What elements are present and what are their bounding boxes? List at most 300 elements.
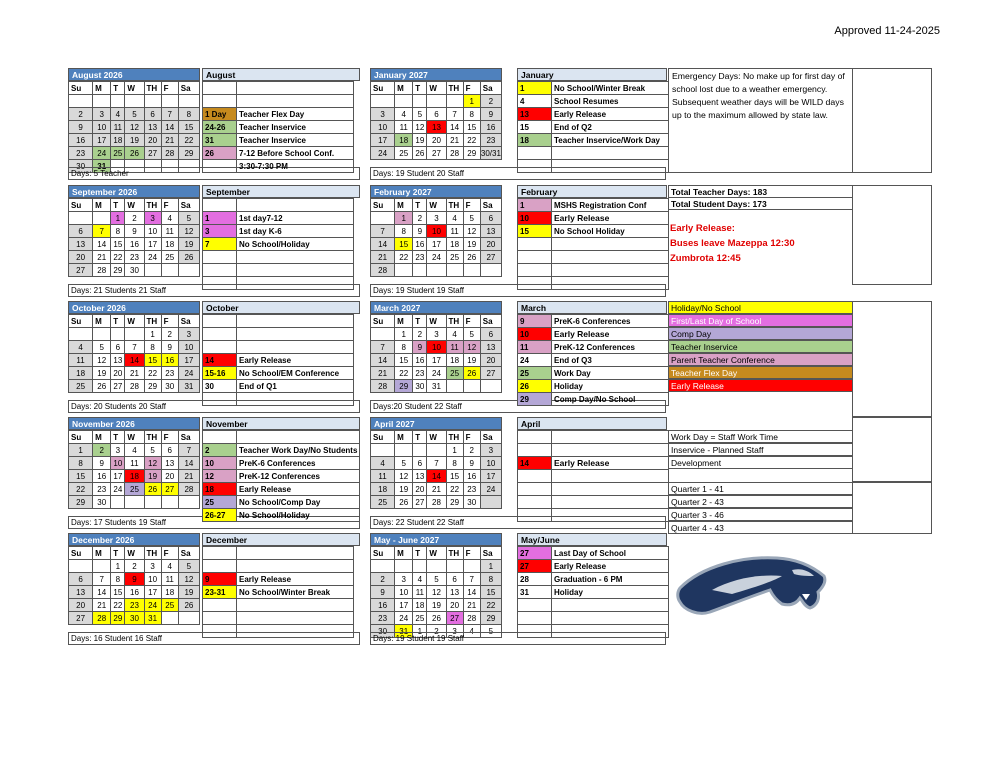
day-of-week-header: Sa (178, 547, 199, 560)
day-cell: 24 (395, 612, 413, 625)
day-of-week-header: M (93, 82, 111, 95)
day-cell: 25 (69, 380, 93, 393)
event-date: 1 Day (203, 108, 237, 121)
legend-item: First/Last Day of School (668, 314, 853, 327)
day-cell: 4 (161, 560, 178, 573)
day-cell: 9 (161, 341, 178, 354)
day-cell: 22 (395, 367, 413, 380)
day-cell: 8 (178, 108, 199, 121)
month-calendar (370, 81, 502, 160)
event-row (203, 147, 354, 160)
day-cell: 17 (480, 470, 501, 483)
quarter-line: Quarter 1 - 41 (668, 482, 853, 495)
day-cell: 4 (371, 457, 395, 470)
day-cell: 30 (413, 380, 427, 393)
event-row (518, 147, 669, 160)
day-cell: 6 (144, 108, 161, 121)
day-cell: 20 (446, 599, 463, 612)
day-of-week-header: Sa (178, 199, 199, 212)
day-cell: 29 (111, 264, 125, 277)
month-events-title: January (517, 68, 667, 81)
day-cell: 26 (413, 147, 427, 160)
event-row (203, 82, 354, 95)
day-cell: 6 (480, 328, 501, 341)
day-of-week-header: T (111, 82, 125, 95)
day-cell: 5 (480, 625, 501, 638)
day-cell: 10 (111, 457, 125, 470)
day-cell: 21 (161, 134, 178, 147)
day-cell: 31 (178, 380, 199, 393)
event-date (518, 444, 552, 457)
day-of-week-header: M (93, 315, 111, 328)
event-desc: Early Release (237, 573, 354, 586)
day-cell: 9 (413, 341, 427, 354)
right-margin-cell (852, 301, 932, 417)
day-cell: 8 (480, 573, 501, 586)
event-desc: Early Release (552, 212, 669, 225)
event-date: 25 (518, 367, 552, 380)
event-desc (552, 277, 669, 290)
day-cell: 9 (125, 225, 144, 238)
day-cell: 16 (69, 134, 93, 147)
event-desc: Teacher Inservice (237, 134, 354, 147)
day-cell: 4 (413, 573, 427, 586)
day-cell: 20 (480, 354, 501, 367)
event-desc (237, 277, 354, 290)
day-cell: 19 (427, 599, 446, 612)
day-of-week-header: Su (371, 315, 395, 328)
month-footer: Days: 21 Students 21 Staff (68, 284, 360, 297)
event-date (518, 264, 552, 277)
day-cell: 26 (463, 251, 480, 264)
event-date (518, 238, 552, 251)
event-desc (552, 625, 669, 638)
event-desc: Early Release (552, 457, 669, 470)
early-release-line1: Buses leave Mazeppa 12:30 (670, 238, 795, 249)
day-of-week-header: T (413, 547, 427, 560)
event-date: 23-31 (203, 586, 237, 599)
month-footer: Days: 19 Student 19 Staff (370, 632, 666, 645)
total-teacher-days: Total Teacher Days: 183 (668, 185, 853, 198)
day-cell: 30 (93, 496, 111, 509)
day-cell: 7 (371, 225, 395, 238)
day-of-week-header: F (463, 82, 480, 95)
day-of-week-header: F (161, 199, 178, 212)
event-desc (237, 560, 354, 573)
event-row (203, 560, 354, 573)
day-of-week-header: TH (144, 315, 161, 328)
event-date: 14 (518, 457, 552, 470)
event-row (203, 264, 354, 277)
day-cell: 4 (125, 444, 144, 457)
day-cell: 10 (371, 121, 395, 134)
day-cell: 17 (93, 134, 111, 147)
day-of-week-header: Su (371, 82, 395, 95)
event-row (518, 625, 669, 638)
day-cell: 13 (111, 354, 125, 367)
day-cell: 14 (371, 354, 395, 367)
day-cell (413, 444, 427, 457)
event-date: 24-26 (203, 121, 237, 134)
day-cell (413, 264, 427, 277)
day-cell: 28 (93, 264, 111, 277)
day-cell: 10 (93, 121, 111, 134)
month-events-title: April (517, 417, 667, 430)
event-date (203, 612, 237, 625)
event-row (203, 625, 354, 638)
day-cell: 22 (480, 599, 501, 612)
day-cell: 7 (427, 457, 446, 470)
day-cell: 15 (463, 121, 480, 134)
event-row (203, 599, 354, 612)
event-date: 26 (518, 380, 552, 393)
day-cell: 11 (371, 470, 395, 483)
event-desc: No School/Holiday (237, 509, 360, 522)
day-cell: 2 (93, 444, 111, 457)
month-footer: Days: 16 Student 16 Staff (68, 632, 360, 645)
day-cell (111, 328, 125, 341)
day-of-week-header: Su (371, 199, 395, 212)
day-of-week-header: W (125, 82, 144, 95)
day-of-week-header: W (125, 431, 144, 444)
event-date (518, 509, 552, 522)
day-cell: 12 (427, 586, 446, 599)
day-cell: 11 (161, 573, 178, 586)
day-of-week-header: M (395, 547, 413, 560)
day-cell: 12 (178, 573, 199, 586)
day-cell: 2 (125, 560, 144, 573)
event-row (203, 238, 354, 251)
event-date: 1 (518, 82, 552, 95)
event-desc: PreK-12 Conferences (552, 341, 669, 354)
day-cell: 14 (178, 457, 199, 470)
event-desc (237, 315, 354, 328)
day-cell: 10 (427, 341, 446, 354)
legend-item: Teacher Inservice (668, 340, 853, 353)
day-of-week-header: Sa (480, 547, 501, 560)
day-cell: 23 (69, 147, 93, 160)
event-desc (237, 393, 354, 406)
day-of-week-header: T (413, 199, 427, 212)
day-cell: 15 (446, 470, 463, 483)
month-events-title: February (517, 185, 667, 198)
day-cell (178, 95, 199, 108)
event-desc: No School/EM Conference (237, 367, 354, 380)
day-cell: 28 (371, 380, 395, 393)
day-cell: 16 (463, 470, 480, 483)
event-desc: Early Release (552, 108, 669, 121)
event-date: 9 (203, 573, 237, 586)
month-calendar (370, 314, 502, 393)
day-cell: 26 (463, 367, 480, 380)
day-cell: 28 (463, 612, 480, 625)
day-cell (463, 264, 480, 277)
event-row (203, 108, 354, 121)
event-desc (237, 82, 354, 95)
approved-date: Approved 11-24-2025 (834, 25, 940, 37)
day-cell: 25 (395, 147, 413, 160)
day-cell (371, 560, 395, 573)
day-cell: 18 (69, 367, 93, 380)
event-desc: Early Release (237, 354, 354, 367)
event-date: 26-27 (203, 509, 237, 522)
day-cell: 3 (480, 444, 501, 457)
event-row (518, 470, 669, 483)
event-desc (552, 444, 669, 457)
event-date: 18 (203, 483, 237, 496)
day-cell: 2 (161, 328, 178, 341)
day-cell: 5 (144, 444, 161, 457)
month-calendar (68, 314, 200, 393)
day-of-week-header: M (395, 431, 413, 444)
month-title: January 2027 (370, 68, 502, 81)
day-cell: 12 (125, 121, 144, 134)
event-date: 10 (203, 457, 237, 470)
event-desc (552, 251, 669, 264)
month-calendar (370, 546, 502, 638)
day-of-week-header: M (93, 547, 111, 560)
event-desc (552, 599, 669, 612)
day-cell: 5 (125, 108, 144, 121)
day-cell: 16 (413, 238, 427, 251)
day-cell: 2 (371, 573, 395, 586)
event-row (518, 573, 669, 586)
day-cell: 27 (480, 251, 501, 264)
day-cell: 2 (427, 625, 446, 638)
event-date: 30 (203, 380, 237, 393)
event-row (203, 586, 354, 599)
event-date: 4 (518, 95, 552, 108)
day-cell: 11 (413, 586, 427, 599)
day-cell: 1 (69, 444, 93, 457)
event-desc (237, 431, 360, 444)
event-date (203, 393, 237, 406)
month-title: December 2026 (68, 533, 200, 546)
day-cell: 2 (480, 95, 501, 108)
month-title: September 2026 (68, 185, 200, 198)
day-cell: 14 (93, 586, 111, 599)
quarter-line: Quarter 2 - 43 (668, 495, 853, 508)
event-date (518, 612, 552, 625)
day-cell: 4 (463, 625, 480, 638)
event-date: 15-16 (203, 367, 237, 380)
day-cell: 14 (463, 586, 480, 599)
day-cell: 4 (446, 212, 463, 225)
day-cell (69, 560, 93, 573)
month-footer: Days:20 Student 22 Staff (370, 400, 666, 413)
day-cell: 25 (111, 147, 125, 160)
day-cell: 9 (93, 457, 111, 470)
day-cell: 4 (111, 108, 125, 121)
day-cell: 5 (463, 212, 480, 225)
month-footer: Days: 19 Student 20 Staff (370, 167, 666, 180)
day-cell: 17 (395, 599, 413, 612)
day-cell: 27 (69, 612, 93, 625)
event-desc: 1st day K-6 (237, 225, 354, 238)
day-cell: 5 (93, 341, 111, 354)
day-cell: 29 (446, 496, 463, 509)
event-desc (237, 547, 354, 560)
day-cell (161, 95, 178, 108)
day-cell: 7 (93, 225, 111, 238)
day-cell: 6 (161, 444, 178, 457)
event-row (203, 121, 354, 134)
day-cell: 23 (161, 367, 178, 380)
event-row (518, 612, 669, 625)
event-row (203, 547, 354, 560)
day-cell: 28 (427, 496, 446, 509)
event-desc (237, 264, 354, 277)
day-cell: 1 (395, 212, 413, 225)
day-cell: 22 (144, 367, 161, 380)
day-cell: 10 (480, 457, 501, 470)
day-cell (413, 560, 427, 573)
day-cell: 18 (161, 238, 178, 251)
event-date (203, 431, 237, 444)
month-events-title: October (202, 301, 360, 314)
event-row (203, 573, 354, 586)
event-row (203, 457, 360, 470)
day-cell: 21 (371, 251, 395, 264)
day-cell (395, 95, 413, 108)
event-desc: Teacher Inservice (237, 121, 354, 134)
event-date (203, 560, 237, 573)
event-date: 26 (203, 147, 237, 160)
day-cell: 2 (125, 212, 144, 225)
day-cell: 18 (446, 354, 463, 367)
event-row (518, 328, 669, 341)
month-footer: Days: 5 Teacher (68, 167, 360, 180)
day-cell: 10 (427, 225, 446, 238)
event-date: 31 (203, 134, 237, 147)
day-cell: 22 (463, 134, 480, 147)
day-of-week-header: Su (69, 547, 93, 560)
day-cell: 18 (111, 134, 125, 147)
event-row (518, 509, 669, 522)
event-desc: Holiday (552, 586, 669, 599)
day-cell: 24 (480, 483, 501, 496)
event-desc: 3:30-7:30 PM (237, 160, 354, 173)
event-desc: School Resumes (552, 95, 669, 108)
day-cell: 27 (111, 380, 125, 393)
day-cell: 31 (427, 380, 446, 393)
day-cell: 17 (144, 238, 161, 251)
day-cell: 25 (413, 612, 427, 625)
event-desc: Graduation - 6 PM (552, 573, 669, 586)
day-cell: 27 (446, 612, 463, 625)
day-cell: 23 (480, 134, 501, 147)
event-row (203, 251, 354, 264)
day-of-week-header: W (427, 431, 446, 444)
day-cell (427, 264, 446, 277)
day-of-week-header: T (111, 431, 125, 444)
day-cell: 11 (446, 225, 463, 238)
day-cell (395, 444, 413, 457)
month-events-title: August (202, 68, 360, 81)
day-cell: 9 (125, 573, 144, 586)
event-date: 12 (203, 470, 237, 483)
day-cell: 19 (395, 483, 413, 496)
day-cell: 29 (395, 380, 413, 393)
event-desc: Teacher Inservice/Work Day (552, 134, 669, 147)
day-cell: 12 (144, 457, 161, 470)
month-calendar (370, 198, 502, 277)
day-cell: 17 (178, 354, 199, 367)
event-row (518, 212, 669, 225)
day-cell: 22 (446, 483, 463, 496)
event-row (518, 121, 669, 134)
month-footer: Days: 22 Student 22 Staff (370, 516, 666, 529)
day-cell: 20 (480, 238, 501, 251)
day-of-week-header: F (463, 431, 480, 444)
event-row (518, 380, 669, 393)
day-cell: 28 (371, 264, 395, 277)
day-cell: 22 (178, 134, 199, 147)
day-cell: 3 (144, 560, 161, 573)
day-cell: 17 (111, 470, 125, 483)
month-title: August 2026 (68, 68, 200, 81)
day-cell: 7 (161, 108, 178, 121)
event-date (203, 277, 237, 290)
event-desc (552, 160, 669, 173)
month-events (517, 430, 669, 522)
event-date (518, 431, 552, 444)
event-row (518, 277, 669, 290)
day-cell: 26 (125, 147, 144, 160)
day-cell: 12 (413, 121, 427, 134)
day-cell: 6 (69, 225, 93, 238)
event-desc: 1st day7-12 (237, 212, 354, 225)
day-cell: 14 (371, 238, 395, 251)
event-row (203, 431, 360, 444)
event-row (203, 225, 354, 238)
day-cell: 30 (463, 496, 480, 509)
day-cell: 29 (111, 612, 125, 625)
day-cell: 19 (413, 134, 427, 147)
day-cell: 30 (125, 612, 144, 625)
day-cell: 3 (144, 212, 161, 225)
day-cell: 18 (413, 599, 427, 612)
event-row (518, 457, 669, 470)
month-events-title: December (202, 533, 360, 546)
day-of-week-header: Su (371, 431, 395, 444)
day-cell: 14 (93, 238, 111, 251)
event-date (518, 496, 552, 509)
day-of-week-header: Su (69, 315, 93, 328)
day-cell: 12 (178, 225, 199, 238)
event-desc (552, 147, 669, 160)
event-row (518, 560, 669, 573)
event-row (203, 393, 354, 406)
day-cell: 1 (413, 625, 427, 638)
event-date: 25 (203, 496, 237, 509)
day-cell: 16 (125, 238, 144, 251)
day-cell (125, 496, 144, 509)
event-date: 2 (203, 444, 237, 457)
day-cell: 22 (69, 483, 93, 496)
month-title: May - June 2027 (370, 533, 502, 546)
event-row (518, 367, 669, 380)
event-desc: Early Release (237, 483, 360, 496)
day-of-week-header: M (93, 199, 111, 212)
day-cell (371, 95, 395, 108)
month-events (202, 314, 354, 406)
event-desc: Work Day (552, 367, 669, 380)
event-row (203, 380, 354, 393)
day-cell: 4 (161, 212, 178, 225)
event-row (203, 341, 354, 354)
event-row (518, 82, 669, 95)
